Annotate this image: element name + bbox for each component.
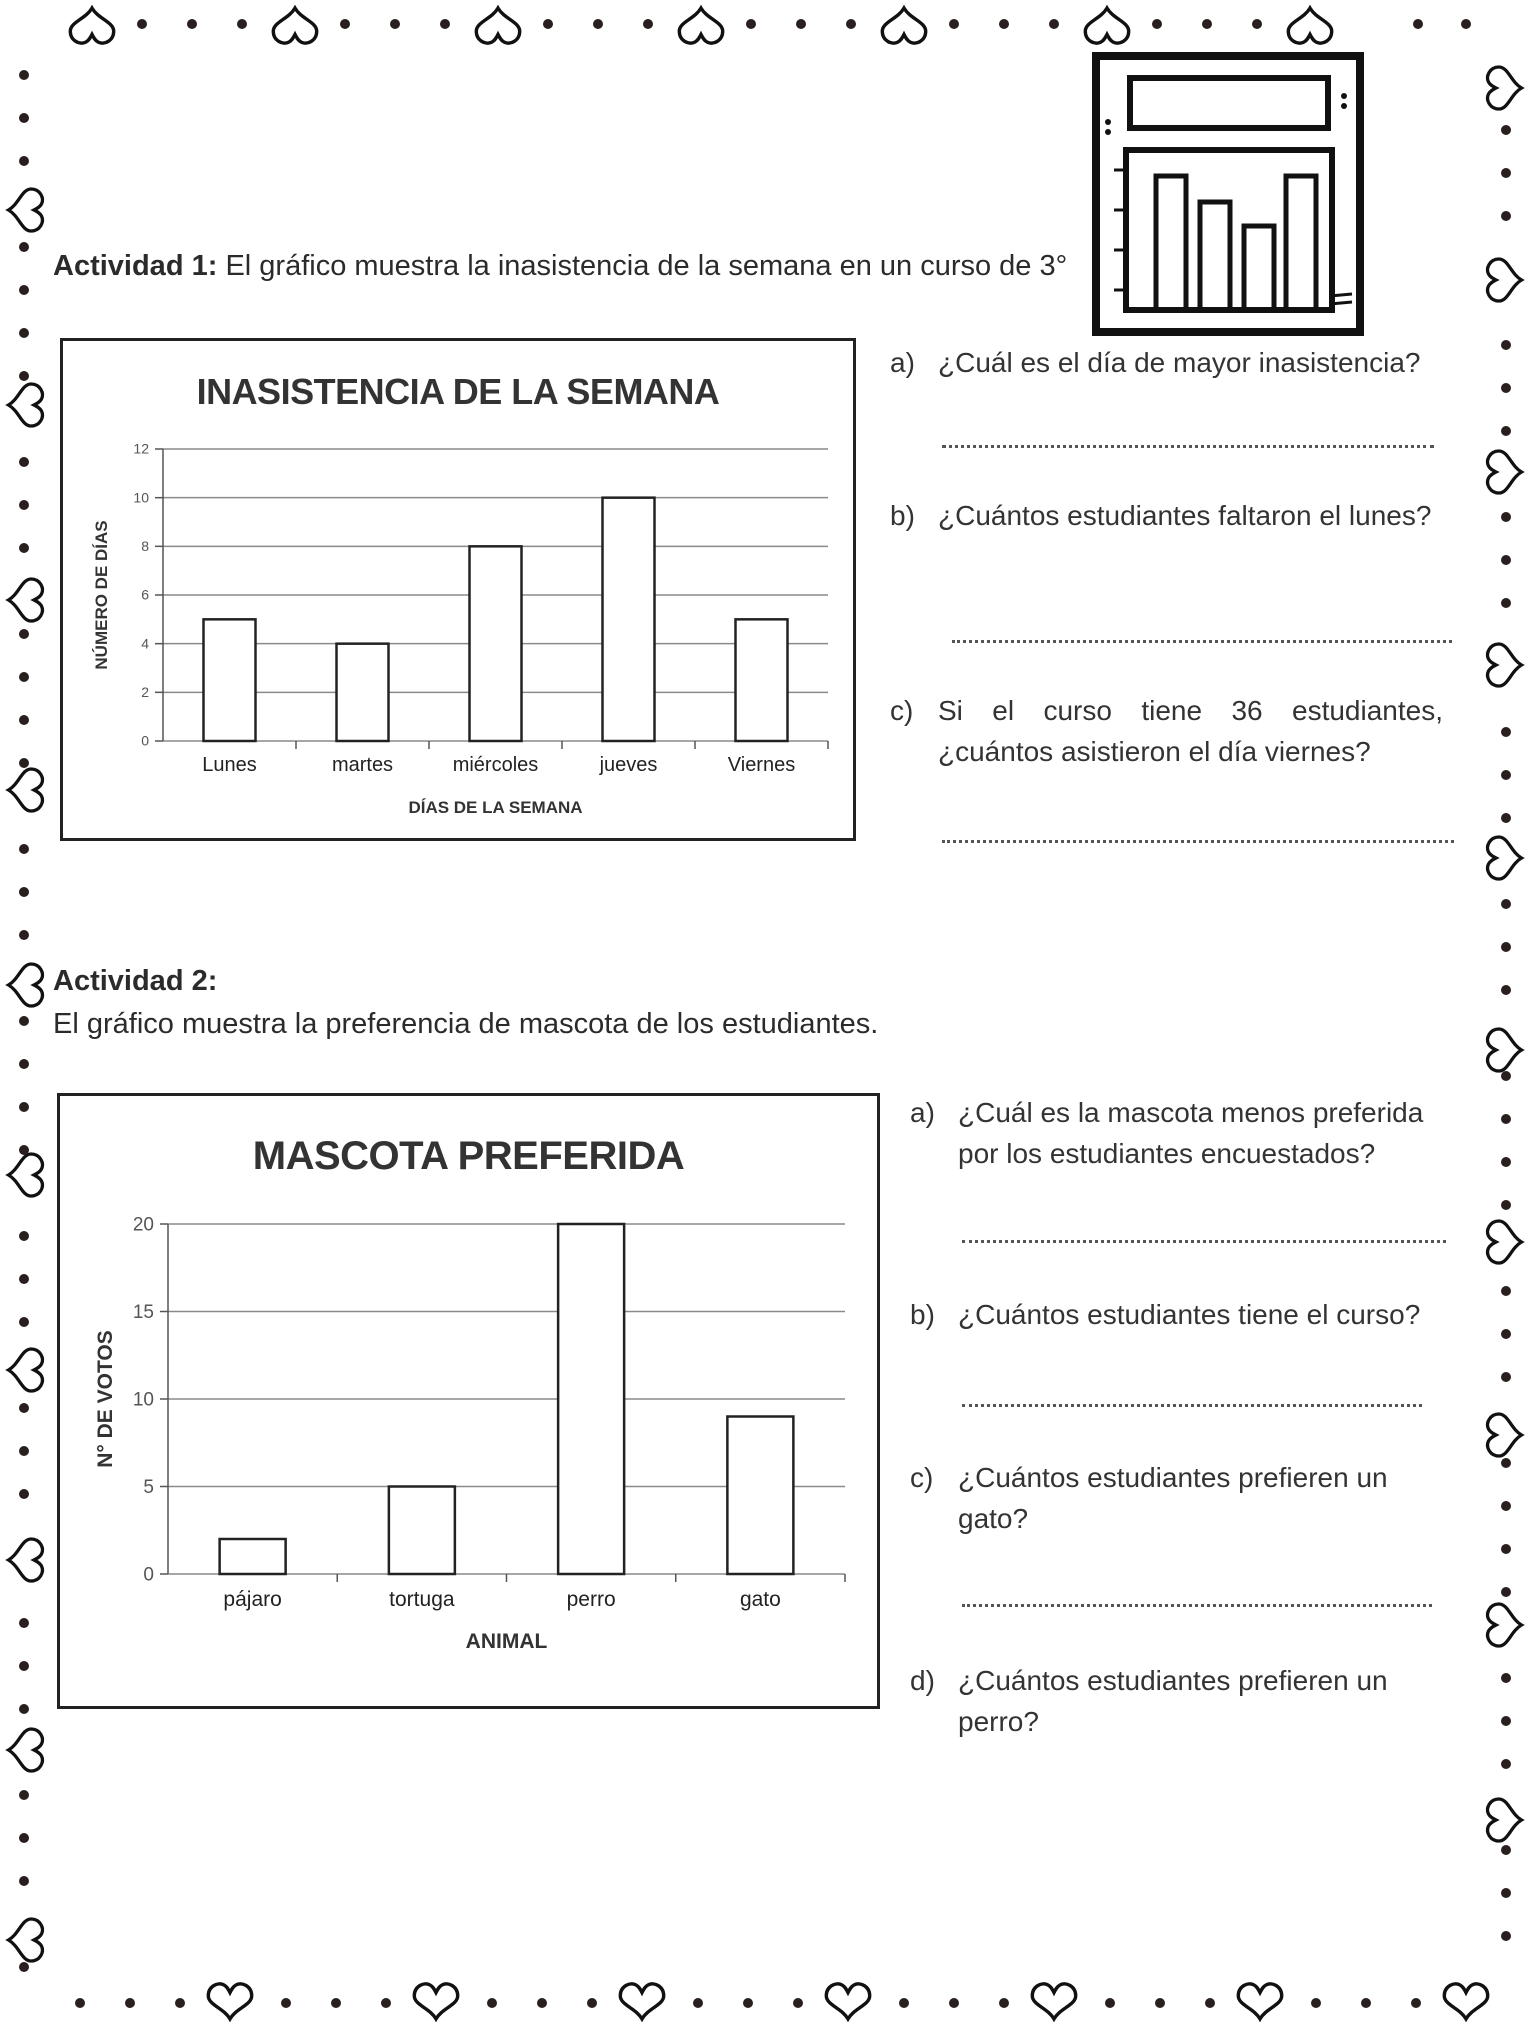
border-dot [1501,1673,1511,1683]
border-dot [19,930,29,940]
border-dot [1252,19,1262,29]
border-dot [19,328,29,338]
chart-attendance [60,338,856,841]
border-dot [1202,19,1212,29]
border-dot [1501,1114,1511,1124]
question-letter: c) [910,1462,934,1493]
x-category-label: miércoles [452,754,539,776]
heart-icon [882,8,925,43]
border-dot [125,1998,135,2008]
y-tick-label: 0 [143,1564,154,1586]
activity-1-question-b [890,495,1455,579]
heart-icon [208,1984,251,2019]
border-dot [75,1998,85,2008]
x-category-label: Viernes [727,754,796,776]
heart-icon [414,1984,457,2019]
border-dot [19,758,29,768]
heart-icon [9,189,43,231]
answer-line-1b[interactable] [952,640,1452,643]
border-dot [743,1998,753,2008]
border-dot [19,1059,29,1069]
heart-icon [826,1984,869,2019]
x-category-label: martes [331,754,394,776]
heart-icon [1488,1414,1522,1456]
border-dot [587,1998,597,2008]
border-dot [19,629,29,639]
heart-icon [620,1984,663,2019]
border-dot [175,1998,185,2008]
border-dot [19,70,29,80]
chart-2-title: MASCOTA PREFERIDA [252,1134,685,1178]
border-dot [1501,727,1511,737]
border-dot [19,1102,29,1112]
border-dot [19,1876,29,1886]
heart-icon [9,1539,43,1581]
border-dot [1501,1759,1511,1769]
border-dot [1501,1071,1511,1081]
border-dot [19,1231,29,1241]
border-dot [19,457,29,467]
border-dot [19,672,29,682]
y-tick-label: 15 [132,1301,154,1323]
answer-line-1c[interactable] [942,840,1454,843]
border-dot [846,19,856,29]
border-dot [1501,770,1511,780]
border-dot [19,1403,29,1413]
heart-icon [1488,67,1522,109]
border-dot [1501,1716,1511,1726]
bar-martes [337,644,389,741]
chart-1-title: INASISTENCIA DE LA SEMANA [196,371,720,412]
border-dot [1155,1998,1165,2008]
border-dot [19,242,29,252]
heart-icon [476,8,519,43]
border-dot [643,19,653,29]
bar-miércoles [470,546,522,741]
y-tick-label: 12 [133,440,149,457]
border-dot [19,1016,29,1026]
border-dot [19,1145,29,1155]
border-dot [1311,1998,1321,2008]
border-dot [1501,1200,1511,1210]
activity-1-question-a [890,342,1455,384]
activity-2-question-d [910,1660,1460,1744]
heart-icon [1238,1984,1281,2019]
border-dot [137,19,147,29]
heart-icon [9,769,43,811]
y-tick-label: 10 [133,489,149,506]
border-dot [281,1998,291,2008]
question-text: ¿Cuántos estudiantes faltaron el lunes? [938,500,1432,531]
question-letter: a) [910,1097,935,1128]
heart-icon [1488,1604,1522,1646]
activity-2-question-b [910,1294,1470,1336]
y-tick-label: 0 [141,732,149,749]
y-axis-label: N° DE VOTOS [94,1330,117,1468]
heart-icon [9,1349,43,1391]
activity-1-label: Actividad 1: [53,250,218,282]
bar-chart-board-icon [1090,50,1370,340]
chart-1-plot [63,341,853,838]
heart-icon [273,8,316,43]
heart-icon [70,8,113,43]
border-dot [1501,383,1511,393]
border-dot [1501,1544,1511,1554]
border-dot [1501,1372,1511,1382]
border-dot [19,500,29,510]
activity-2-label: Actividad 2: [53,965,218,997]
chart-2-plot [60,1096,877,1706]
x-category-label: tortuga [389,1588,455,1611]
border-dot [1361,1998,1371,2008]
border-dot [1501,426,1511,436]
bar-pájaro [220,1539,286,1574]
bar-Lunes [204,619,256,741]
border-dot [19,1446,29,1456]
border-dot [1205,1998,1215,2008]
border-dot [693,1998,703,2008]
border-dot [1501,1501,1511,1511]
border-dot [19,113,29,123]
border-dot [187,19,197,29]
border-dot [1501,340,1511,350]
heart-icon [1488,1799,1522,1841]
activity-1-heading [53,250,1067,283]
border-dot [19,1317,29,1327]
y-tick-label: 4 [141,635,149,652]
border-dot [543,19,553,29]
heart-icon [1288,8,1331,43]
activity-1-text: El gráfico muestra la inasistencia de la semana en un curso de 3° [225,250,1068,282]
border-dot [19,1833,29,1843]
heart-icon [1085,8,1128,43]
question-letter: b) [910,1299,935,1330]
border-dot [1413,19,1423,29]
border-dot [949,19,959,29]
border-dot [19,371,29,381]
border-dot [793,1998,803,2008]
y-tick-label: 2 [141,684,149,700]
border-dot [390,19,400,29]
x-category-label: jueves [599,754,658,776]
border-dot [949,1998,959,2008]
border-dot [440,19,450,29]
chart-pets [57,1093,880,1709]
border-dot [487,1998,497,2008]
x-axis-label: ANIMAL [465,1630,548,1653]
border-dot [19,1618,29,1628]
border-dot [19,844,29,854]
y-axis-label: NÚMERO DE DÍAS [92,520,111,670]
border-dot [796,19,806,29]
heart-icon [1444,1984,1487,2019]
border-dot [19,1489,29,1499]
border-dot [899,1998,909,2008]
border-dot [1501,555,1511,565]
border-dot [1501,1157,1511,1167]
border-dot [19,1704,29,1714]
border-dot [1501,598,1511,608]
border-dot [593,19,603,29]
border-dot [1411,1998,1421,2008]
heart-icon [1032,1984,1075,2019]
border-dot [1152,19,1162,29]
border-dot [1501,899,1511,909]
border-dot [1501,211,1511,221]
border-dot [1501,512,1511,522]
border-dot [19,1790,29,1800]
activity-2-question-c [910,1457,1460,1541]
activity-2-question-a [910,1092,1460,1176]
border-dot [1501,813,1511,823]
border-dot [19,285,29,295]
heart-icon [9,1919,43,1961]
border-dot [1501,1458,1511,1468]
heart-icon [1488,644,1522,686]
border-dot [237,19,247,29]
border-dot [1501,942,1511,952]
answer-line-1a[interactable] [942,445,1434,448]
question-text: ¿Cuál es el día de mayor inasistencia? [938,347,1421,378]
x-category-label: perro [566,1588,616,1611]
border-dot [19,1274,29,1284]
heart-icon [1488,1221,1522,1263]
border-dot [1501,125,1511,135]
y-tick-label: 20 [132,1214,154,1236]
bar-jueves [603,498,655,741]
answer-line-2b[interactable] [962,1404,1422,1407]
heart-icon [679,8,722,43]
y-tick-label: 5 [143,1476,154,1498]
activity-1-question-c [890,690,1455,774]
border-dot [999,1998,1009,2008]
x-category-label: Lunes [202,754,257,776]
border-dot [1501,1286,1511,1296]
border-dot [999,19,1009,29]
question-letter: c) [890,695,914,726]
heart-icon [1488,837,1522,879]
question-text: ¿Cuántos estudiantes tiene el curso? [958,1299,1421,1330]
question-letter: a) [890,347,915,378]
question-text: ¿Cuántos estudiantes prefieren un perro? [958,1665,1388,1737]
border-dot [1501,1888,1511,1898]
heart-icon [9,384,43,426]
bar-perro [558,1224,624,1574]
x-axis-label: DÍAS DE LA SEMANA [408,798,583,817]
border-dot [1501,1587,1511,1597]
question-letter: b) [890,500,915,531]
bar-gato [727,1417,793,1575]
border-dot [1105,1998,1115,2008]
border-dot [1501,1931,1511,1941]
x-category-label: gato [739,1588,781,1611]
border-dot [1049,19,1059,29]
heart-icon [1488,451,1522,493]
y-tick-label: 8 [141,538,149,554]
border-dot [19,1962,29,1972]
y-tick-label: 6 [141,586,149,603]
border-dot [19,1661,29,1671]
question-text: ¿Cuántos estudiantes prefieren un gato? [958,1462,1388,1534]
border-dot [19,715,29,725]
heart-icon [9,579,43,621]
question-text: ¿Cuál es la mascota menos preferida por los estudiantes encuestados? [958,1097,1424,1169]
x-category-label: pájaro [223,1588,282,1611]
heart-icon [9,1729,43,1771]
answer-line-2c[interactable] [962,1604,1432,1607]
border-dot [1501,1845,1511,1855]
border-dot [746,19,756,29]
border-dot [19,156,29,166]
heart-icon [9,1154,43,1196]
heart-icon [1488,1029,1522,1071]
border-dot [1501,985,1511,995]
border-dot [537,1998,547,2008]
border-dot [1501,168,1511,178]
border-dot [340,19,350,29]
bar-Viernes [736,619,788,741]
border-dot [1461,19,1471,29]
answer-line-2a[interactable] [962,1240,1446,1243]
question-letter: d) [910,1665,935,1696]
bar-tortuga [389,1487,455,1575]
heart-icon [9,964,43,1006]
heart-icon [1488,259,1522,301]
activity-2-text: El gráfico muestra la preferencia de mascota de los estudiantes. [53,1008,879,1040]
y-tick-label: 10 [132,1389,154,1411]
question-text: Si el curso tiene 36 estudiantes, ¿cuántos asistieron el día viernes? [938,695,1443,767]
border-dot [19,887,29,897]
border-dot [331,1998,341,2008]
border-dot [381,1998,391,2008]
border-dot [1501,1329,1511,1339]
border-dot [19,543,29,553]
